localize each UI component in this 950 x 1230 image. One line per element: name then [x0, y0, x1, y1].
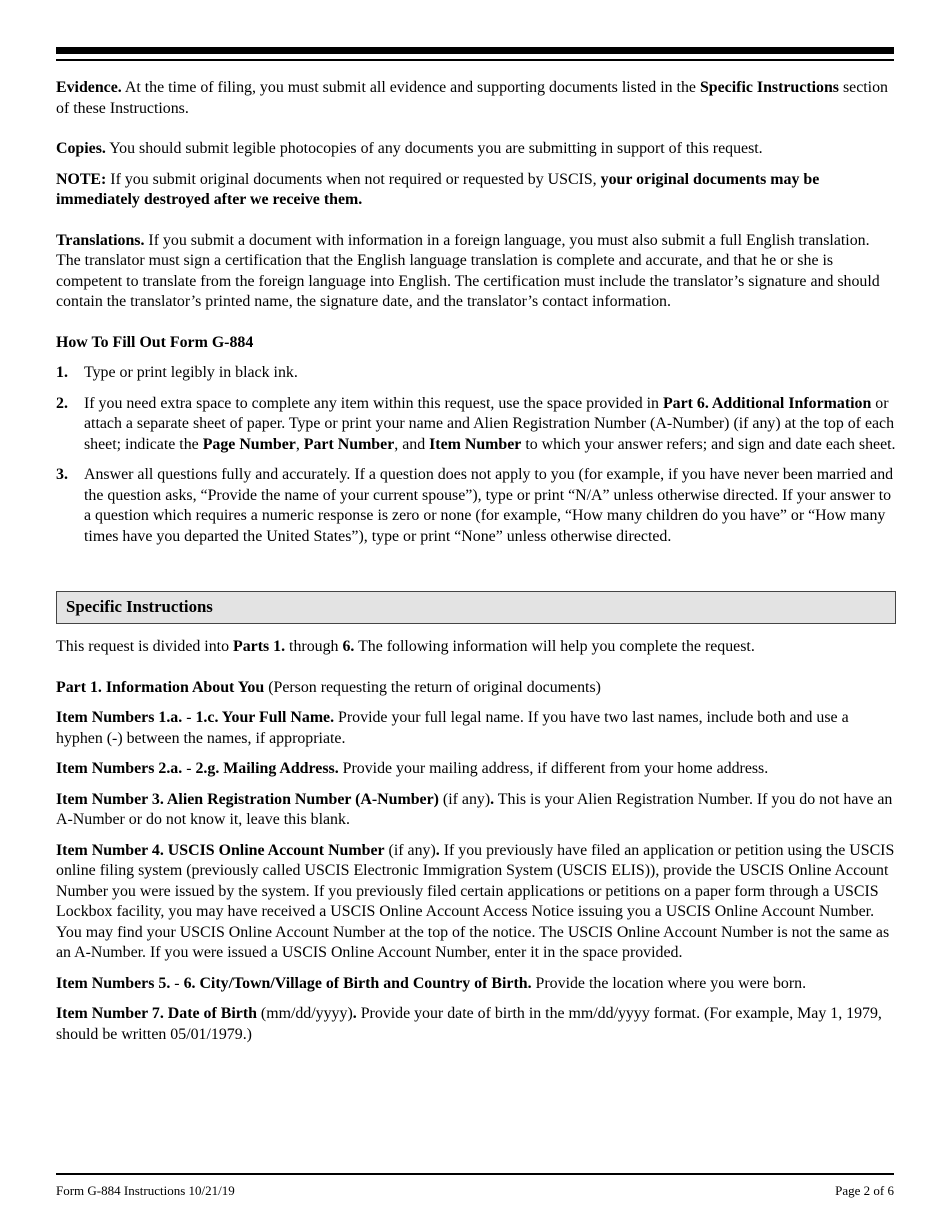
- footer-rule: [56, 1173, 894, 1175]
- copies-text: You should submit legible photocopies of any documents you are submitting in support of this request.: [105, 140, 763, 157]
- list-number: 1.: [56, 364, 68, 381]
- evidence-text-end: section of these Instructions.: [56, 79, 888, 117]
- item-2-paragraph: Item Numbers 2.a. - 2.g. Mailing Address. Provide your mailing address, if different from your home address.: [56, 760, 769, 777]
- item-3-paragraph: Item Number 3. Alien Registration Number (A-Number) (if any). This is your Alien Registration Number. If you do not have an A-Number or do not know it, leave this blank.: [56, 790, 893, 828]
- item-1-paragraph: Item Numbers 1.a. - 1.c. Your Full Name. Provide your full legal name. If you have two last names, include both and use a hyphen (-) between the names, if appropriate.: [56, 709, 849, 747]
- translations-text: If you submit a document with information in a foreign language, you must also submit a full English translation. The translator must sign a certification that the English language translation is complete and accurate, and that he or she is competent to translate from the foreign language into English. The certification must include the translator’s signature and should contain the translator’s printed name, the signature date, and the translator’s contact information.: [56, 231, 880, 310]
- part1-heading: Part 1. Information About You (Person requesting the return of original documents): [56, 678, 601, 696]
- note-bold-warning: your original documents may be immediately destroyed after we receive them.: [56, 170, 820, 208]
- footer-page-number: Page 2 of 6: [835, 1183, 894, 1198]
- note-text: If you submit original documents when not required or requested by USCIS,: [106, 170, 601, 188]
- how-to-item-3: [56, 465, 896, 547]
- item-5-6-paragraph: Item Numbers 5. - 6. City/Town/Village of Birth and Country of Birth. Provide the location where you were born.: [56, 974, 807, 992]
- section-heading-specific-instructions: Specific Instructions: [56, 591, 896, 624]
- copies-label: Copies.: [56, 140, 106, 157]
- note-paragraph: [56, 170, 896, 211]
- how-to-item-1: [56, 363, 896, 384]
- list-number: 3.: [56, 466, 68, 483]
- footer-form-id: Form G-884 Instructions 10/21/19: [56, 1183, 235, 1198]
- note-label: NOTE:: [56, 170, 107, 188]
- list-text: Type or print legibly in black ink.: [84, 364, 298, 381]
- copies-paragraph: [56, 139, 896, 160]
- how-to-heading: How To Fill Out Form G-884: [56, 333, 254, 351]
- list-number: 2.: [56, 394, 68, 412]
- specific-intro: This request is divided into Parts 1. through 6. The following information will help you complete the request.: [56, 638, 755, 655]
- header-rule-thick: [56, 47, 894, 54]
- item-7-paragraph: Item Number 7. Date of Birth (mm/dd/yyyy). Provide your date of birth in the mm/dd/yyyy format. (For example, May 1, 1979, should be written 05/01/1979.): [56, 1005, 882, 1043]
- evidence-label: Evidence.: [56, 79, 122, 96]
- how-to-item-2: 2. If you need extra space to complete any item within this request, use the space provided in Part 6. Additional Information or attach a separate sheet of paper. Type or print your name and Alien Registration Number (A-Number) (if any) at the top of each sheet; indicate the Page Number, Part Number, and Item Number to which your answer refers; and sign and date each sheet.: [56, 394, 896, 453]
- list-text: Answer all questions fully and accurately. If a question does not apply to you (for example, if you have never been married and the question asks, “Provide the name of your current spouse”), type or print “N/A” unless otherwise directed. If your answer to a question which requires a numeric response is zero or none (for example, “How many children do you have” or “How many times have you departed the United States”), type or print “None” unless otherwise directed.: [84, 466, 894, 545]
- item-4-paragraph: Item Number 4. USCIS Online Account Number (if any). If you previously have filed an application or petition using the USCIS online filing system (previously called USCIS Electronic Immigration System (USCIS ELIS)), provide the USCIS Online Account Number you were issued by the system. If you previously filed certain applications or petitions on a paper form through a USCIS Lockbox facility, you may have received a USCIS Online Account Access Notice issuing you a USCIS Online Account Number. You may find your USCIS Online Account Number at the top of the notice. The USCIS Online Account Number is not the same as an A-Number. If you were issued a USCIS Online Account Number, enter it in the space provided.: [56, 841, 895, 961]
- translations-label: Translations.: [56, 231, 145, 249]
- header-rule-thin: [56, 59, 894, 61]
- page-content: [56, 78, 896, 1045]
- evidence-paragraph: [56, 78, 896, 119]
- evidence-bold-ref: Specific Instructions: [699, 79, 839, 96]
- translations-paragraph: [56, 231, 896, 313]
- evidence-text: At the time of filing, you must submit all evidence and supporting documents listed in the: [121, 79, 700, 96]
